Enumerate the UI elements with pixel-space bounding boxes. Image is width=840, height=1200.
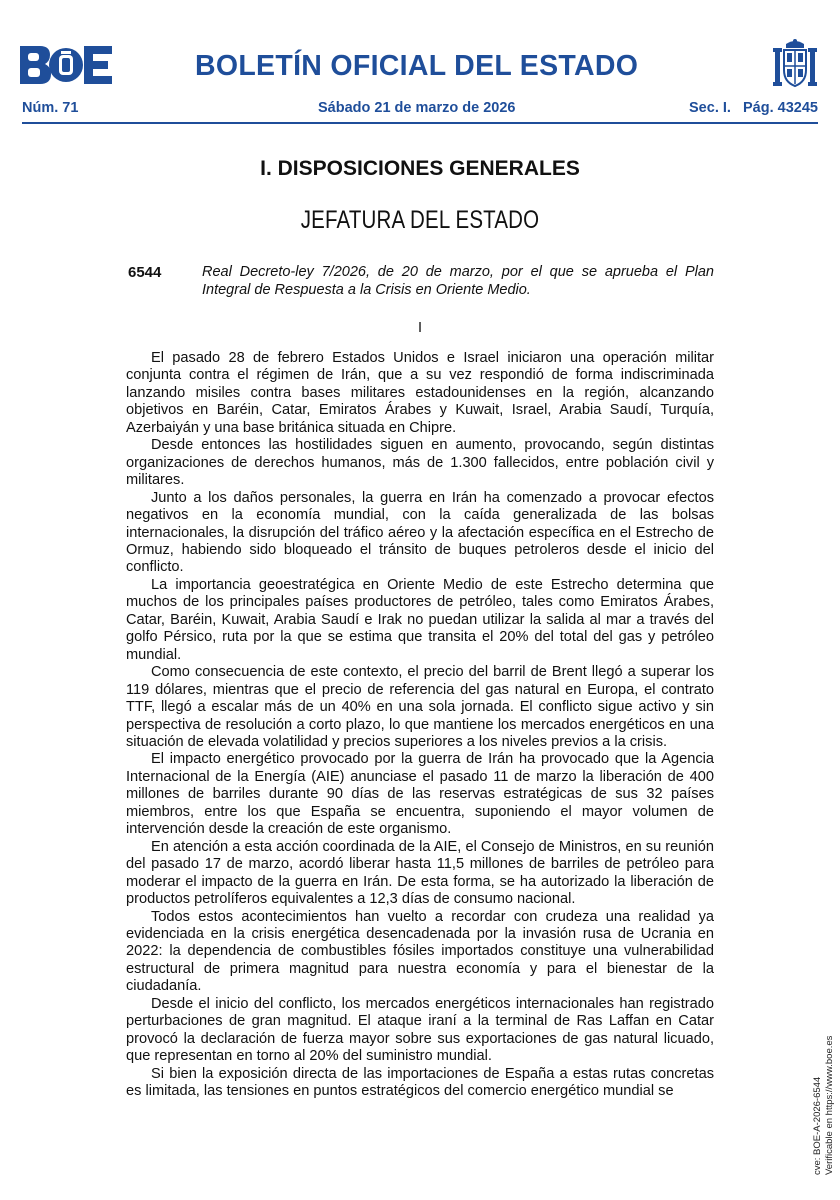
boe-logo-icon: [20, 46, 112, 84]
part-heading: I: [417, 320, 423, 336]
document-title: Real Decreto-ley 7/2026, de 20 de marzo, por el que se aprueba el Plan Integral de Respuesta a la Crisis en Oriente Medio.: [202, 264, 714, 298]
paragraph: Todos estos acontecimientos han vuelto a recordar con crudeza una realidad ya evidenciada en la crisis energética desencadenada por la invasión rusa de Ucrania en 2022: la dependencia de combustibles fósiles importados constituye una vulnerabilidad estructural de primera magnitud para nuestra economía y para el bienestar de la ciudadanía.: [126, 908, 714, 995]
bulletin-title: BOLETÍN OFICIAL DEL ESTADO: [195, 50, 639, 82]
verification-note: [812, 1036, 836, 1175]
paragraph: El impacto energético provocado por la guerra de Irán ha provocado que la Agencia Internacional de la Energía (AIE) anunciase el pasado 11 de marzo la liberación de 400 millones de barriles durante 90 días de las reservas estratégicas de sus 32 países miembros, entre los que España se encuentra, suponiendo el mayor volumen de intervención desde la creación de este organismo.: [126, 751, 714, 838]
paragraph: Desde el inicio del conflicto, los mercados energéticos internacionales han registrado perturbaciones de gran magnitud. El ataque iraní a la terminal de Ras Laffan en Catar provocó la declaración de fuerza mayor sobre sus exportaciones de gas natural licuado, que representan en torno al 20% del suministro mundial.: [126, 995, 714, 1065]
document-number: 6544: [128, 264, 162, 281]
organization-title: JEFATURA DEL ESTADO: [300, 206, 540, 234]
paragraph: Como consecuencia de este contexto, el precio del barril de Brent llegó a superar los 119 dólares, mientras que el precio de referencia del gas natural en Europa, el contrato TTF, llegó a escalar más de un 40% en una sola jornada. El conflicto sigue activo y sin perspectiva de resolución a corto plazo, lo que mantiene los mercados energéticos en una situación de elevada volatilidad y precios superiores a los niveles previos a la crisis.: [126, 664, 714, 750]
paragraph: En atención a esta acción coordinada de la AIE, el Consejo de Ministros, en su reunión del pasado 17 de marzo, acordó liberar hasta 11,5 millones de barriles de petróleo para moderar el impacto de la guerra en Irán. De esta forma, se ha autorizado la liberación de productos petrolíferos equivalentes a 12,3 días de consumo nacional.: [126, 838, 714, 908]
page-header: [0, 0, 840, 130]
coat-of-arms-icon: [772, 38, 818, 90]
document-body: [126, 350, 714, 1100]
issue-date: Sábado 21 de marzo de 2026: [318, 100, 516, 116]
paragraph: Desde entonces las hostilidades siguen en aumento, provocando, según distintas organizaciones de derechos humanos, más de 1.300 fallecidos, entre población civil y militares.: [126, 437, 714, 489]
section-page: Sec. I. Pág. 43245: [689, 100, 818, 116]
paragraph: Si bien la exposición directa de las importaciones de España a estas rutas concretas es limitada, las tensiones en puntos estratégicos del comercio energético mundial se: [126, 1065, 714, 1100]
header-divider: [22, 122, 818, 124]
verification-link[interactable]: Verificable en https://www.boe.es: [824, 1035, 835, 1175]
cve-code: cve: BOE-A-2026-6544: [812, 1076, 823, 1175]
issue-number: Núm. 71: [22, 100, 79, 116]
paragraph: El pasado 28 de febrero Estados Unidos e Israel iniciaron una operación militar conjunta contra el régimen de Irán, que a su vez respondió de forma indiscriminada lanzando misiles contra bases militares estadounidenses en la región, alcanzando objetivos en Baréin, Catar, Emiratos Árabes y Kuwait, Israel, Arabia Saudí, Turquía, Azerbaiyán y una base británica situada en Chipre.: [126, 350, 714, 436]
paragraph: La importancia geoestratégica en Oriente Medio de este Estrecho determina que muchos de los principales países productores de petróleo, tales como Emiratos Árabes, Catar, Baréin, Kuwait, Arabia Saudí e Irak no puedan utilizar la salida al mar a través del golfo Pérsico, ruta por la que se estima que transita el 20% del total del gas y petróleo mundial.: [126, 576, 714, 663]
section-title: I. DISPOSICIONES GENERALES: [260, 157, 580, 180]
paragraph: Junto a los daños personales, la guerra en Irán ha comenzado a provocar efectos negativos en la economía mundial, con la caída generalizada de las bolsas internacionales, la disrupción del tráfico aéreo y la afectación específica en el Estrecho de Ormuz, habiendo sido bloqueado el tránsito de buques petroleros desde el inicio del conflicto.: [126, 489, 714, 576]
